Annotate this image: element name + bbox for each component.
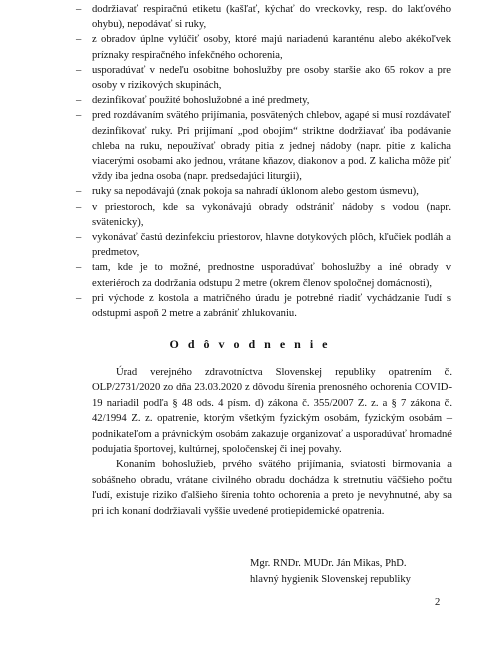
paragraph: Úrad verejného zdravotníctva Slovenskej republiky opatrením č. OLP/2731/2020 zo dňa 23.03.2020 z dôvodu šírenia prenosného ochorenia COVID-19 nariadil podľa § 48 ods. 4 písm. d) zákona č. 355/2007 Z. z. a § 7 zákona č. 42/1994 Z. z. opatrenie, ktorým všetkým fyzickým osobám, fyzickým osobám – podnikateľom a právnickým osobám zakazuje organizovať a usporadúvať hromadné podujatia športovej, kultúrnej, spoločenskej či inej povahy. bbox=[92, 367, 452, 456]
list-item-text: pri východe z kostola a matričného úradu je potrebné riadiť vychádzanie ľudí s odstupmi aspoň 2 metre a zabrániť zhlukovaniu. bbox=[92, 292, 451, 320]
list-item-text: z obradov úplne vylúčiť osoby, ktoré majú nariadenú karanténu alebo akékoľvek príznaky respiračného infekčného ochorenia, bbox=[92, 34, 451, 61]
list-item: – dodržiavať respiračnú etiketu (kašľať, kýchať do vreckovky, resp. do lakťového ohybu), nepodávať si ruky, bbox=[76, 2, 451, 32]
list-item: – usporadúvať v nedeľu osobitne bohoslužby pre osoby staršie ako 65 rokov a pre osoby v rizikových skupinách, bbox=[76, 63, 451, 93]
list-item: – dezinfikovať použité bohoslužobné a iné predmety, bbox=[76, 93, 451, 108]
signatory-name: Mgr. RNDr. MUDr. Ján Mikas, PhD. bbox=[250, 558, 407, 569]
list-item-text: v priestoroch, kde sa vykonávajú obrady odstrániť nádoby s vodou (napr. svätenicky), bbox=[92, 201, 451, 228]
list-item-text: ruky sa nepodávajú (znak pokoja sa nahradí úklonom alebo gestom úsmevu), bbox=[92, 186, 419, 198]
list-item: – vykonávať častú dezinfekciu priestorov, hlavne dotykových plôch, kľučiek podláh a predmetov, bbox=[76, 230, 451, 260]
measures-list bbox=[76, 2, 451, 321]
list-item-text: pred rozdávaním svätého prijímania, posvätených chlebov, agapé si musí rozdávateľ dezinfikovať ruky. Pri prijímaní „pod obojím“ striktne dodržiavať iba podávanie chleba na ruku, nepoužívať obrady pitia z jednej nádoby (napr. pitie z kalicha viacerými osobami ako jednou, vrátane kňazov, diakonov a pod. Z kalicha môže piť vždy iba jedna osoba (napr. predsedajúci liturgii), bbox=[92, 110, 451, 183]
section-heading: O d ô v o d n e n i e bbox=[169, 337, 331, 351]
list-item-text: tam, kde je to možné, prednostne usporadúvať bohoslužby a iné obrady v exteriéroch za dodržania odstupu 2 metre (okrem členov spoločnej domácnosti), bbox=[92, 262, 451, 289]
list-item-text: dezinfikovať použité bohoslužobné a iné predmety, bbox=[92, 95, 310, 107]
page-number: 2 bbox=[435, 597, 441, 608]
list-item: – z obradov úplne vylúčiť osoby, ktoré majú nariadenú karanténu alebo akékoľvek príznaky respiračného infekčného ochorenia, bbox=[76, 32, 451, 62]
justification-body bbox=[92, 365, 452, 519]
list-item: – tam, kde je to možné, prednostne usporadúvať bohoslužby a iné obrady v exteriéroch za dodržania odstupu 2 metre (okrem členov spoločnej domácnosti), bbox=[76, 260, 451, 290]
signature-block bbox=[250, 556, 411, 588]
list-item-text: vykonávať častú dezinfekciu priestorov, hlavne dotykových plôch, kľučiek podláh a predmetov, bbox=[92, 232, 451, 259]
signatory-title: hlavný hygienik Slovenskej republiky bbox=[250, 574, 411, 585]
paragraph: Konaním bohoslužieb, prvého svätého prijímania, sviatosti birmovania a sobášneho obradu, vrátane civilného obradu dochádza k stretnutiu väčšieho počtu ľudí, existuje riziko ďalšieho šírenia tohto ochorenia a preto je nevyhnutné, aby sa pri ich konaní dodržiavali vyššie uvedené protiepidemické opatrenia. bbox=[92, 459, 452, 517]
list-item: – pred rozdávaním svätého prijímania, posvätených chlebov, agapé si musí rozdávateľ dezinfikovať ruky. Pri prijímaní „pod obojím“ striktne dodržiavať iba podávanie chleba na ruku, nepoužívať obrady pitia z jednej nádoby (napr. pitie z kalicha viacerými osobami ako jednou, vrátane kňazov, diakonov a pod. Z kalicha môže piť vždy iba jedna osoba (napr. predsedajúci liturgii), bbox=[76, 108, 451, 184]
list-item: – pri východe z kostola a matričného úradu je potrebné riadiť vychádzanie ľudí s odstupmi aspoň 2 metre a zabrániť zhlukovaniu. bbox=[76, 291, 451, 321]
list-item-text: dodržiavať respiračnú etiketu (kašľať, kýchať do vreckovky, resp. do lakťového ohybu), nepodávať si ruky, bbox=[92, 4, 451, 31]
list-item-text: usporadúvať v nedeľu osobitne bohoslužby pre osoby staršie ako 65 rokov a pre osoby v rizikových skupinách, bbox=[92, 64, 451, 92]
list-item: – v priestoroch, kde sa vykonávajú obrady odstrániť nádoby s vodou (napr. svätenicky), bbox=[76, 200, 451, 230]
list-item: – ruky sa nepodávajú (znak pokoja sa nahradí úklonom alebo gestom úsmevu), bbox=[76, 184, 451, 199]
